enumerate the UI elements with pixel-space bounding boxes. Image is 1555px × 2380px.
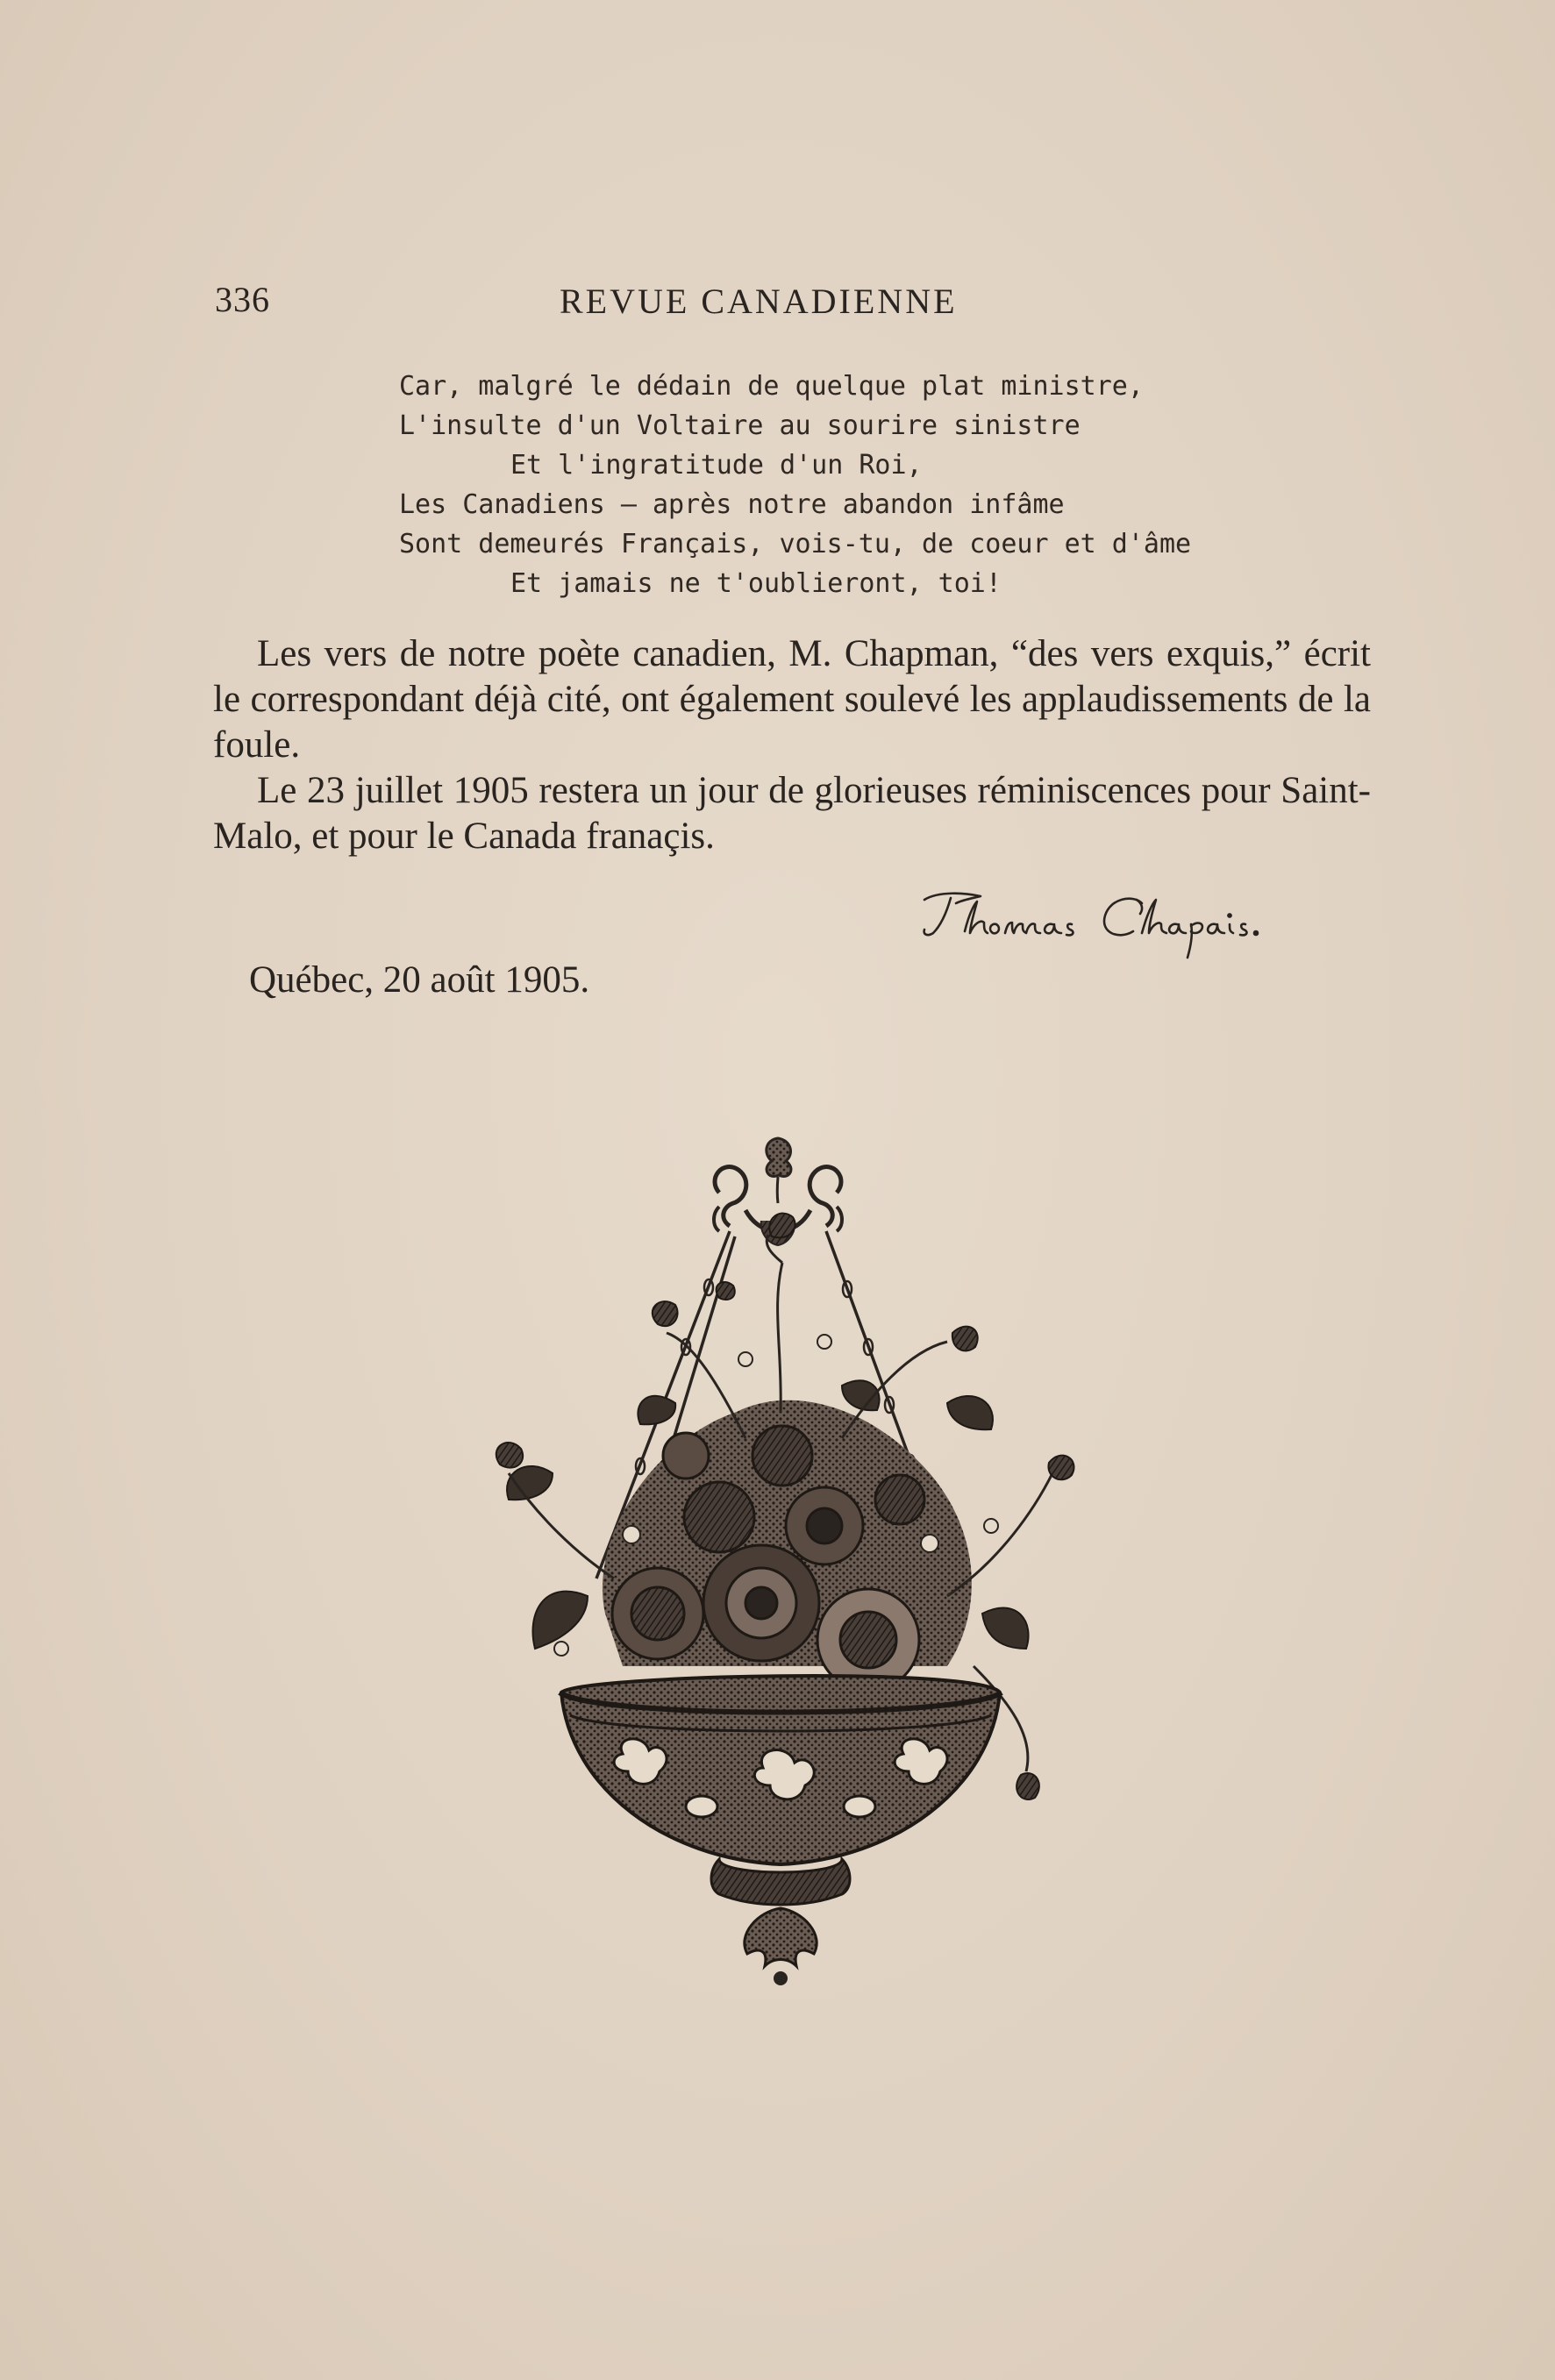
poem-line: Et l'ingratitude d'un Roi,: [510, 450, 923, 481]
body-text: [213, 631, 1371, 859]
dateline: Québec, 20 août 1905.: [249, 959, 590, 1001]
poem-stanza: [399, 367, 1192, 603]
body-paragraph: Les vers de notre poète canadien, M. Chapman, “des vers exquis,” écrit le correspondant déjà cité, ont également soulevé les applaudissements de la foule.: [213, 633, 1371, 766]
basket-bowl: [560, 1676, 1002, 1985]
poem-line: Et jamais ne t'oublieront, toi!: [510, 568, 1002, 599]
poem-line: Car, malgré le dédain de quelque plat ministre,: [399, 371, 1144, 402]
body-paragraph: Le 23 juillet 1905 restera un jour de glorieuses réminiscences pour Saint-Malo, et pour le Canada franaçis.: [213, 770, 1371, 857]
poem-line: Les Canadiens — après notre abandon infâme: [399, 489, 1065, 520]
running-head: REVUE CANADIENNE: [560, 281, 958, 321]
poem-line: L'insulte d'un Voltaire au sourire sinistre: [399, 410, 1081, 441]
poem-line: Sont demeurés Français, vois-tu, de coeur et d'âme: [399, 529, 1192, 559]
page-number: 336: [215, 280, 270, 319]
page-header: [215, 279, 1039, 331]
hanging-flower-basket-icon: [456, 1122, 1105, 2017]
handwritten-signature: [912, 884, 1289, 963]
